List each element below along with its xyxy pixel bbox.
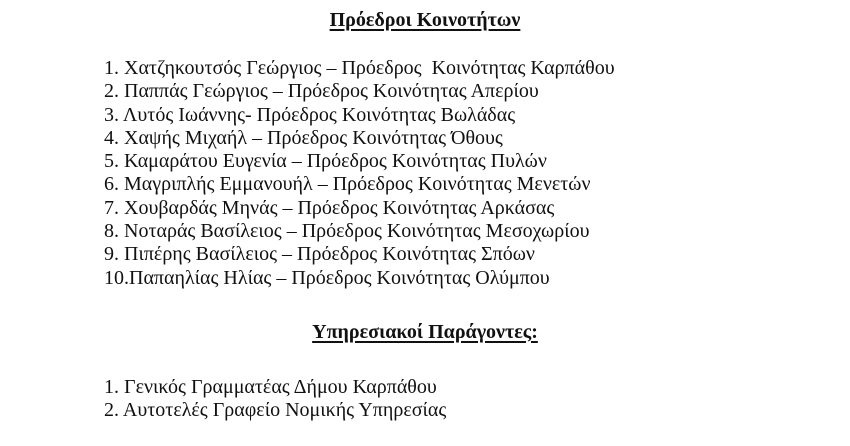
list-item: 1. Χατζηκουτσός Γεώργιος – Πρόεδρος Κοινότητας Καρπάθου [104, 57, 615, 79]
list-item: 3. Λυτός Ιωάννης- Πρόεδρος Κοινότητας Βωλάδας [104, 103, 516, 126]
list-item: 2. Αυτοτελές Γραφείο Νομικής Υπηρεσίας [104, 399, 447, 422]
list-item: 1. Γενικός Γραμματέας Δήμου Καρπάθου [104, 376, 437, 398]
section-heading-community-presidents: Πρόεδροι Κοινοτήτων [329, 9, 521, 31]
list-item: 6. Μαγριπλής Εμμανουήλ – Πρόεδρος Κοινότητας Μενετών [104, 173, 591, 196]
list-item: 5. Καμαράτου Ευγενία – Πρόεδρος Κοινότητας Πυλών [104, 150, 547, 173]
list-item: 2. Παππάς Γεώργιος – Πρόεδρος Κοινότητας Απερίου [104, 80, 539, 103]
list-item: 7. Χουβαρδάς Μηνάς – Πρόεδρος Κοινότητας Αρκάσας [104, 196, 555, 219]
section-heading-service-officials: Υπηρεσιακοί Παράγοντες: [312, 321, 538, 343]
list-item: 8. Νοταράς Βασίλειος – Πρόεδρος Κοινότητας Μεσοχωρίου [104, 220, 590, 243]
community-presidents-list [104, 57, 615, 290]
list-item: 4. Χαψής Μιχαήλ – Πρόεδρος Κοινότητας Όθους [104, 126, 503, 149]
list-item: 9. Πιπέρης Βασίλειος – Πρόεδρος Κοινότητας Σπόων [104, 243, 535, 266]
list-item: 10.Παπαηλίας Ηλίας – Πρόεδρος Κοινότητας Ολύμπου [104, 266, 550, 289]
service-officials-list [104, 376, 446, 423]
